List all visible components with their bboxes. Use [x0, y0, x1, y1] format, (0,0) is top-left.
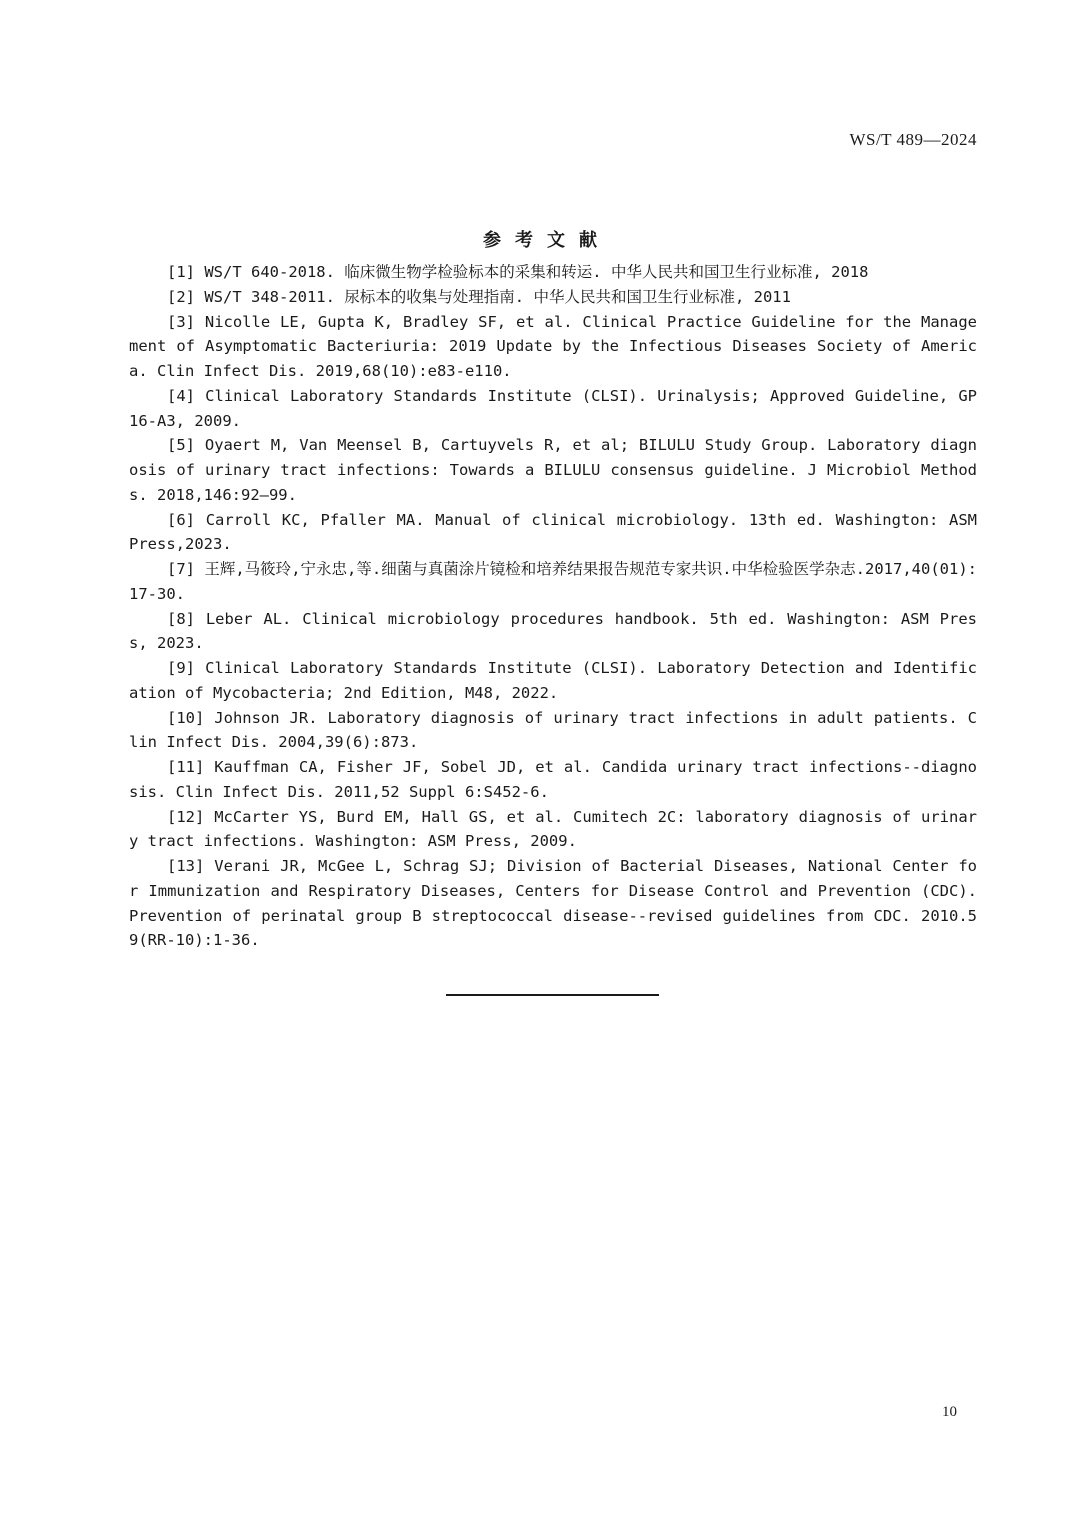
reference-item-12: [12] McCarter YS, Burd EM, Hall GS, et al. Cumitech 2C: laboratory diagnosis of urinary tract infections. Washington: ASM Press, 2009.: [129, 807, 977, 851]
reference-item-10: [10] Johnson JR. Laboratory diagnosis of urinary tract infections in adult patients. Clin Infect Dis. 2004,39(6):873.: [129, 708, 977, 752]
page-number: 10: [942, 1404, 957, 1420]
reference-item-5: [5] Oyaert M, Van Meensel B, Cartuyvels R, et al; BILULU Study Group. Laboratory diagnosis of urinary tract infections: Towards a BILULU consensus guideline. J Microbiol Methods. 2018,146:92–99.: [129, 436, 977, 504]
end-of-document-rule: [446, 994, 659, 996]
reference-list: [129, 260, 977, 953]
reference-item-8: [8] Leber AL. Clinical microbiology procedures handbook. 5th ed. Washington: ASM Press, 2023.: [129, 609, 977, 653]
reference-item-13: [13] Verani JR, McGee L, Schrag SJ; Division of Bacterial Diseases, National Center for Immunization and Respiratory Diseases, Centers for Disease Control and Prevention (CDC). Prevention of perinatal group B streptococcal disease--revised guidelines from CDC. 2010.59(RR-10):1-36.: [129, 857, 977, 950]
section-title-references: 参考文献: [483, 230, 611, 251]
standard-code: WS/T 489—2024: [849, 130, 977, 149]
reference-item-4: [4] Clinical Laboratory Standards Institute (CLSI). Urinalysis; Approved Guideline, GP16-A3, 2009.: [129, 386, 977, 430]
reference-item-1: [1] WS/T 640-2018. 临床微生物学检验标本的采集和转运. 中华人民共和国卫生行业标准, 2018: [167, 263, 869, 281]
reference-item-7: [7] 王辉,马筱玲,宁永忠,等.细菌与真菌涂片镜检和培养结果报告规范专家共识.中华检验医学杂志.2017,40(01):17-30.: [129, 560, 977, 603]
reference-item-3: [3] Nicolle LE, Gupta K, Bradley SF, et al. Clinical Practice Guideline for the Management of Asymptomatic Bacteriuria: 2019 Update by the Infectious Diseases Society of America. Clin Infect Dis. 2019,68(10):e83-e110.: [129, 312, 977, 380]
reference-item-6: [6] Carroll KC, Pfaller MA. Manual of clinical microbiology. 13th ed. Washington: ASM Press,2023.: [129, 510, 977, 554]
reference-item-2: [2] WS/T 348-2011. 尿标本的收集与处理指南. 中华人民共和国卫生行业标准, 2011: [167, 287, 791, 306]
reference-item-11: [11] Kauffman CA, Fisher JF, Sobel JD, et al. Candida urinary tract infections--diagnosis. Clin Infect Dis. 2011,52 Suppl 6:S452-6.: [129, 758, 977, 801]
reference-item-9: [9] Clinical Laboratory Standards Institute (CLSI). Laboratory Detection and Identification of Mycobacteria; 2nd Edition, M48, 2022.: [129, 659, 977, 702]
